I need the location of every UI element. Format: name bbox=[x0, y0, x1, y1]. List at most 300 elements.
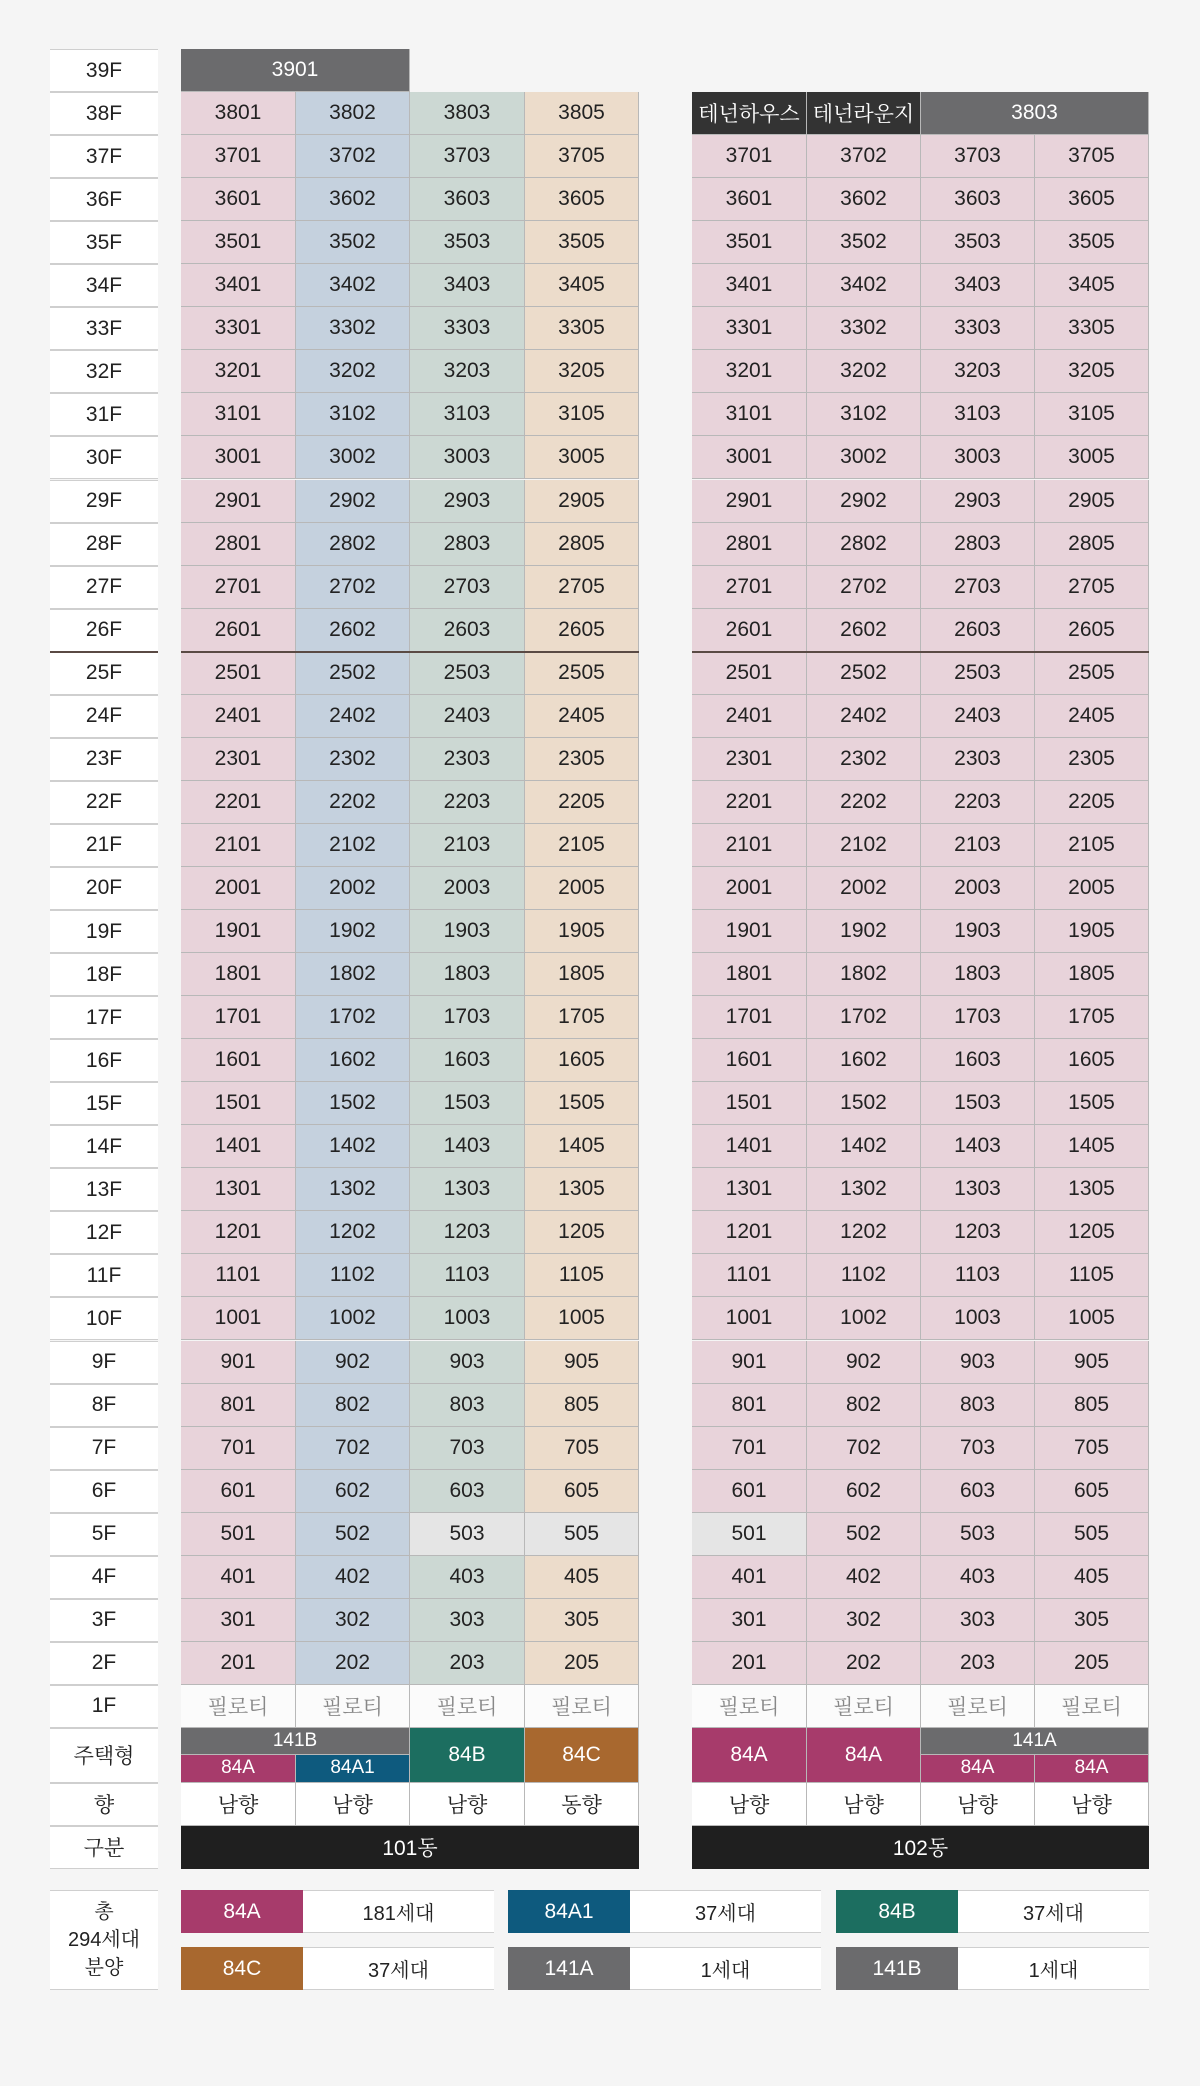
summary-type-84A: 84A bbox=[181, 1890, 303, 1933]
unit-cell: 1601 bbox=[692, 1039, 807, 1082]
direction-cell: 남향 bbox=[296, 1783, 410, 1826]
unit-cell: 1305 bbox=[525, 1168, 639, 1211]
unit-cell: 1401 bbox=[692, 1125, 807, 1168]
unit-cell: 302 bbox=[807, 1599, 921, 1642]
unit-cell: 3003 bbox=[921, 436, 1035, 479]
unit-cell: 1402 bbox=[296, 1125, 410, 1168]
unit-cell: 2501 bbox=[692, 652, 807, 695]
floor-label: 27F bbox=[50, 566, 158, 609]
unit-cell: 905 bbox=[1035, 1341, 1149, 1384]
unit-cell: 1702 bbox=[807, 996, 921, 1039]
unit-cell: 1201 bbox=[692, 1211, 807, 1254]
unit-cell: 1303 bbox=[410, 1168, 525, 1211]
unit-cell: 1101 bbox=[181, 1254, 296, 1297]
unit-cell: 1901 bbox=[692, 910, 807, 953]
unit-cell: 2602 bbox=[807, 609, 921, 652]
unit-cell: 2801 bbox=[692, 523, 807, 566]
unit-cell: 903 bbox=[921, 1341, 1035, 1384]
unit-cell: 1103 bbox=[921, 1254, 1035, 1297]
unit-cell: 2002 bbox=[807, 867, 921, 910]
unit-cell: 501 bbox=[692, 1513, 807, 1556]
unit-cell: 2903 bbox=[410, 480, 525, 523]
unit-cell: 3705 bbox=[525, 135, 639, 178]
floor-label: 1F bbox=[50, 1685, 158, 1728]
unit-cell: 1203 bbox=[410, 1211, 525, 1254]
unit-cell: 2603 bbox=[921, 609, 1035, 652]
unit-cell: 1902 bbox=[807, 910, 921, 953]
unit-cell: 1603 bbox=[921, 1039, 1035, 1082]
unit-cell: 2805 bbox=[1035, 523, 1149, 566]
unit-cell: 301 bbox=[181, 1599, 296, 1642]
unit-cell: 1001 bbox=[692, 1297, 807, 1340]
floor-label: 21F bbox=[50, 824, 158, 867]
unit-cell: 1101 bbox=[692, 1254, 807, 1297]
unit-cell: 602 bbox=[807, 1470, 921, 1513]
unit-cell: 602 bbox=[296, 1470, 410, 1513]
direction-cell: 남향 bbox=[921, 1783, 1035, 1826]
unit-cell: 405 bbox=[1035, 1556, 1149, 1599]
unit-cell: 1005 bbox=[1035, 1297, 1149, 1340]
unit-cell: 902 bbox=[296, 1341, 410, 1384]
unit-cell: 605 bbox=[525, 1470, 639, 1513]
unit-cell: 3503 bbox=[921, 221, 1035, 264]
unit-cell: 3105 bbox=[525, 393, 639, 436]
unit-cell: 403 bbox=[921, 1556, 1035, 1599]
floor-label: 34F bbox=[50, 264, 158, 307]
unit-cell: 3302 bbox=[296, 307, 410, 350]
unit-cell: 2105 bbox=[1035, 824, 1149, 867]
unit-cell: 3603 bbox=[921, 178, 1035, 221]
unit-cell: 2301 bbox=[181, 738, 296, 781]
unit-cell: 2001 bbox=[692, 867, 807, 910]
type-84A: 84A bbox=[921, 1755, 1035, 1783]
unit-cell: 801 bbox=[181, 1384, 296, 1427]
floor-label: 30F bbox=[50, 436, 158, 479]
unit-cell: 603 bbox=[410, 1470, 525, 1513]
direction-cell: 남향 bbox=[410, 1783, 525, 1826]
unit-cell: 502 bbox=[807, 1513, 921, 1556]
unit-cell: 2201 bbox=[692, 781, 807, 824]
unit-cell: 3402 bbox=[296, 264, 410, 307]
unit-cell: 601 bbox=[181, 1470, 296, 1513]
unit-cell: 1601 bbox=[181, 1039, 296, 1082]
unit-cell: 503 bbox=[921, 1513, 1035, 1556]
unit-cell: 3102 bbox=[807, 393, 921, 436]
unit-cell: 501 bbox=[181, 1513, 296, 1556]
unit-cell: 505 bbox=[1035, 1513, 1149, 1556]
unit-cell: 3501 bbox=[692, 221, 807, 264]
unit-cell: 3605 bbox=[1035, 178, 1149, 221]
unit-cell: 1805 bbox=[525, 953, 639, 996]
unit-cell: 203 bbox=[410, 1642, 525, 1685]
unit-cell: 2901 bbox=[181, 480, 296, 523]
floor-label: 17F bbox=[50, 996, 158, 1039]
pilotis-cell: 필로티 bbox=[692, 1685, 807, 1728]
floor-label: 20F bbox=[50, 867, 158, 910]
floor-label: 39F bbox=[50, 49, 158, 92]
unit-cell: 2801 bbox=[181, 523, 296, 566]
unit-cell: 2201 bbox=[181, 781, 296, 824]
unit-cell: 3603 bbox=[410, 178, 525, 221]
unit-cell: 3205 bbox=[1035, 350, 1149, 393]
unit-cell: 3401 bbox=[181, 264, 296, 307]
unit-cell: 2203 bbox=[921, 781, 1035, 824]
unit-cell: 901 bbox=[181, 1341, 296, 1384]
unit-cell: 2505 bbox=[525, 652, 639, 695]
unit-cell: 3305 bbox=[525, 307, 639, 350]
summary-count: 1세대 bbox=[630, 1947, 821, 1990]
unit-cell: 601 bbox=[692, 1470, 807, 1513]
unit-cell: 1103 bbox=[410, 1254, 525, 1297]
unit-cell: 1003 bbox=[410, 1297, 525, 1340]
unit-cell: 3703 bbox=[410, 135, 525, 178]
unit-cell: 3005 bbox=[1035, 436, 1149, 479]
unit-cell: 3401 bbox=[692, 264, 807, 307]
summary-total-line: 294세대 bbox=[67, 1929, 140, 1951]
unit-cell: 2803 bbox=[921, 523, 1035, 566]
unit-cell: 1403 bbox=[410, 1125, 525, 1168]
floor-divider bbox=[50, 651, 158, 653]
floor-divider bbox=[692, 651, 1149, 653]
unit-cell: 1102 bbox=[807, 1254, 921, 1297]
unit-cell: 701 bbox=[181, 1427, 296, 1470]
unit-cell: 3503 bbox=[410, 221, 525, 264]
unit-cell: 1403 bbox=[921, 1125, 1035, 1168]
unit-cell: 2505 bbox=[1035, 652, 1149, 695]
unit-cell: 705 bbox=[525, 1427, 639, 1470]
floor-label: 37F bbox=[50, 135, 158, 178]
unit-cell: 3505 bbox=[525, 221, 639, 264]
unit-cell: 3202 bbox=[296, 350, 410, 393]
type-84A: 84A bbox=[807, 1728, 921, 1783]
unit-cell: 1902 bbox=[296, 910, 410, 953]
unit-cell: 205 bbox=[1035, 1642, 1149, 1685]
unit-cell: 702 bbox=[296, 1427, 410, 1470]
summary-type-84A1: 84A1 bbox=[508, 1890, 630, 1933]
unit-cell: 1903 bbox=[921, 910, 1035, 953]
unit-cell: 1202 bbox=[807, 1211, 921, 1254]
row-label-division: 구분 bbox=[50, 1826, 158, 1869]
type-141A: 141A bbox=[921, 1728, 1149, 1755]
unit-cell: 3703 bbox=[921, 135, 1035, 178]
unit-cell: 3001 bbox=[181, 436, 296, 479]
unit-cell: 702 bbox=[807, 1427, 921, 1470]
floor-label: 9F bbox=[50, 1341, 158, 1384]
unit-cell: 805 bbox=[1035, 1384, 1149, 1427]
unit-cell: 1203 bbox=[921, 1211, 1035, 1254]
unit-cell: 803 bbox=[921, 1384, 1035, 1427]
unit-cell: 3403 bbox=[921, 264, 1035, 307]
tenant-house-label: 테넌하우스 bbox=[692, 92, 807, 135]
unit-cell: 3705 bbox=[1035, 135, 1149, 178]
unit-cell: 1803 bbox=[410, 953, 525, 996]
unit-cell: 805 bbox=[525, 1384, 639, 1427]
unit-cell: 3801 bbox=[181, 92, 296, 135]
floor-label: 18F bbox=[50, 953, 158, 996]
pilotis-cell: 필로티 bbox=[921, 1685, 1035, 1728]
unit-cell: 505 bbox=[525, 1513, 639, 1556]
unit-cell: 302 bbox=[296, 1599, 410, 1642]
unit-cell: 1801 bbox=[181, 953, 296, 996]
type-84A: 84A bbox=[1035, 1755, 1149, 1783]
unit-cell: 2202 bbox=[807, 781, 921, 824]
unit-cell: 2502 bbox=[296, 652, 410, 695]
unit-cell: 2602 bbox=[296, 609, 410, 652]
unit-cell: 3402 bbox=[807, 264, 921, 307]
floor-label: 33F bbox=[50, 307, 158, 350]
unit-cell: 3201 bbox=[692, 350, 807, 393]
unit-cell: 2205 bbox=[1035, 781, 1149, 824]
unit-cell: 1801 bbox=[692, 953, 807, 996]
unit-cell: 1102 bbox=[296, 1254, 410, 1297]
unit-cell: 1401 bbox=[181, 1125, 296, 1168]
unit-cell: 3203 bbox=[410, 350, 525, 393]
type-84B: 84B bbox=[410, 1728, 525, 1783]
floor-label: 24F bbox=[50, 695, 158, 738]
unit-cell: 1301 bbox=[181, 1168, 296, 1211]
unit-cell: 1703 bbox=[921, 996, 1035, 1039]
pilotis-cell: 필로티 bbox=[181, 1685, 296, 1728]
unit-cell: 2205 bbox=[525, 781, 639, 824]
unit-cell: 3701 bbox=[181, 135, 296, 178]
unit-cell: 3601 bbox=[692, 178, 807, 221]
type-84C: 84C bbox=[525, 1728, 639, 1783]
type-84A: 84A bbox=[181, 1755, 296, 1783]
unit-cell: 303 bbox=[921, 1599, 1035, 1642]
unit-cell: 3301 bbox=[692, 307, 807, 350]
unit-cell: 2001 bbox=[181, 867, 296, 910]
summary-total-line: 총 bbox=[94, 1901, 114, 1923]
unit-cell: 1001 bbox=[181, 1297, 296, 1340]
floor-divider bbox=[181, 651, 639, 653]
unit-cell: 1002 bbox=[296, 1297, 410, 1340]
floor-label: 36F bbox=[50, 178, 158, 221]
floor-label: 2F bbox=[50, 1642, 158, 1685]
unit-cell: 1005 bbox=[525, 1297, 639, 1340]
unit-cell: 2102 bbox=[296, 824, 410, 867]
pilotis-cell: 필로티 bbox=[296, 1685, 410, 1728]
unit-cell: 2701 bbox=[181, 566, 296, 609]
unit-cell: 1602 bbox=[296, 1039, 410, 1082]
unit-cell: 2503 bbox=[921, 652, 1035, 695]
floor-label: 5F bbox=[50, 1513, 158, 1556]
row-label-type: 주택형 bbox=[50, 1728, 158, 1783]
summary-total bbox=[50, 1890, 158, 1990]
unit-cell: 1705 bbox=[1035, 996, 1149, 1039]
unit-cell: 401 bbox=[181, 1556, 296, 1599]
unit-cell: 2601 bbox=[181, 609, 296, 652]
floor-label: 8F bbox=[50, 1384, 158, 1427]
floor-label: 31F bbox=[50, 393, 158, 436]
direction-cell: 동향 bbox=[525, 1783, 639, 1826]
unit-cell: 2703 bbox=[410, 566, 525, 609]
unit-cell: 2403 bbox=[410, 695, 525, 738]
unit-cell: 3002 bbox=[296, 436, 410, 479]
unit-cell: 201 bbox=[692, 1642, 807, 1685]
unit-cell: 1301 bbox=[692, 1168, 807, 1211]
floor-label: 38F bbox=[50, 92, 158, 135]
floor-label: 4F bbox=[50, 1556, 158, 1599]
unit-cell: 2902 bbox=[296, 480, 410, 523]
unit-cell: 2402 bbox=[807, 695, 921, 738]
unit-cell: 2705 bbox=[1035, 566, 1149, 609]
unit-cell: 802 bbox=[807, 1384, 921, 1427]
summary-count: 37세대 bbox=[630, 1890, 821, 1933]
floor-label: 3F bbox=[50, 1599, 158, 1642]
floor-label: 16F bbox=[50, 1039, 158, 1082]
unit-cell: 801 bbox=[692, 1384, 807, 1427]
floor-label: 15F bbox=[50, 1082, 158, 1125]
floor-label: 28F bbox=[50, 523, 158, 566]
unit-cell: 3301 bbox=[181, 307, 296, 350]
direction-cell: 남향 bbox=[692, 1783, 807, 1826]
type-141B: 141B bbox=[181, 1728, 410, 1755]
unit-cell: 2403 bbox=[921, 695, 1035, 738]
unit-cell: 3505 bbox=[1035, 221, 1149, 264]
unit-cell: 3302 bbox=[807, 307, 921, 350]
unit-cell: 703 bbox=[921, 1427, 1035, 1470]
penthouse-unit-102: 3803 bbox=[921, 92, 1149, 135]
unit-cell: 1205 bbox=[1035, 1211, 1149, 1254]
unit-cell: 405 bbox=[525, 1556, 639, 1599]
floor-label: 23F bbox=[50, 738, 158, 781]
unit-cell: 1303 bbox=[921, 1168, 1035, 1211]
summary-count: 1세대 bbox=[958, 1947, 1149, 1990]
summary-count: 181세대 bbox=[303, 1890, 494, 1933]
unit-cell: 2503 bbox=[410, 652, 525, 695]
unit-cell: 1202 bbox=[296, 1211, 410, 1254]
unit-cell: 1905 bbox=[1035, 910, 1149, 953]
pilotis-cell: 필로티 bbox=[525, 1685, 639, 1728]
unit-cell: 1505 bbox=[525, 1082, 639, 1125]
unit-cell: 1503 bbox=[921, 1082, 1035, 1125]
unit-cell: 2103 bbox=[921, 824, 1035, 867]
unit-cell: 701 bbox=[692, 1427, 807, 1470]
unit-cell: 905 bbox=[525, 1341, 639, 1384]
unit-cell: 3405 bbox=[525, 264, 639, 307]
unit-cell: 1205 bbox=[525, 1211, 639, 1254]
unit-cell: 1805 bbox=[1035, 953, 1149, 996]
unit-cell: 303 bbox=[410, 1599, 525, 1642]
floor-label: 25F bbox=[50, 652, 158, 695]
floor-label: 7F bbox=[50, 1427, 158, 1470]
unit-cell: 2905 bbox=[525, 480, 639, 523]
row-label-direction: 향 bbox=[50, 1783, 158, 1826]
unit-cell: 3702 bbox=[807, 135, 921, 178]
unit-cell: 3405 bbox=[1035, 264, 1149, 307]
unit-cell: 2405 bbox=[1035, 695, 1149, 738]
unit-cell: 403 bbox=[410, 1556, 525, 1599]
unit-cell: 3003 bbox=[410, 436, 525, 479]
unit-cell: 1903 bbox=[410, 910, 525, 953]
unit-cell: 301 bbox=[692, 1599, 807, 1642]
unit-cell: 2303 bbox=[410, 738, 525, 781]
unit-cell: 2305 bbox=[525, 738, 639, 781]
unit-cell: 1201 bbox=[181, 1211, 296, 1254]
unit-cell: 3502 bbox=[807, 221, 921, 264]
unit-cell: 2102 bbox=[807, 824, 921, 867]
unit-cell: 2702 bbox=[296, 566, 410, 609]
unit-cell: 2902 bbox=[807, 480, 921, 523]
floor-label: 12F bbox=[50, 1211, 158, 1254]
unit-cell: 1701 bbox=[181, 996, 296, 1039]
unit-cell: 2603 bbox=[410, 609, 525, 652]
type-84A: 84A bbox=[692, 1728, 807, 1783]
unit-cell: 3103 bbox=[410, 393, 525, 436]
unit-cell: 2803 bbox=[410, 523, 525, 566]
unit-cell: 1802 bbox=[807, 953, 921, 996]
unit-cell: 305 bbox=[1035, 1599, 1149, 1642]
unit-cell: 2405 bbox=[525, 695, 639, 738]
summary-count: 37세대 bbox=[303, 1947, 494, 1990]
unit-cell: 2105 bbox=[525, 824, 639, 867]
unit-cell: 2002 bbox=[296, 867, 410, 910]
unit-cell: 201 bbox=[181, 1642, 296, 1685]
summary-type-141A: 141A bbox=[508, 1947, 630, 1990]
summary-total-line: 분양 bbox=[84, 1957, 124, 1979]
pilotis-cell: 필로티 bbox=[410, 1685, 525, 1728]
unit-cell: 2705 bbox=[525, 566, 639, 609]
penthouse-unit: 3901 bbox=[181, 49, 410, 92]
unit-cell: 1302 bbox=[296, 1168, 410, 1211]
unit-cell: 1402 bbox=[807, 1125, 921, 1168]
unit-cell: 2401 bbox=[181, 695, 296, 738]
unit-cell: 1405 bbox=[525, 1125, 639, 1168]
unit-cell: 3001 bbox=[692, 436, 807, 479]
pilotis-cell: 필로티 bbox=[807, 1685, 921, 1728]
unit-cell: 3702 bbox=[296, 135, 410, 178]
unit-cell: 1703 bbox=[410, 996, 525, 1039]
unit-cell: 1501 bbox=[692, 1082, 807, 1125]
unit-cell: 1603 bbox=[410, 1039, 525, 1082]
unit-cell: 3501 bbox=[181, 221, 296, 264]
unit-cell: 1501 bbox=[181, 1082, 296, 1125]
unit-cell: 402 bbox=[296, 1556, 410, 1599]
unit-cell: 3201 bbox=[181, 350, 296, 393]
unit-cell: 2003 bbox=[921, 867, 1035, 910]
unit-cell: 3002 bbox=[807, 436, 921, 479]
unit-cell: 2101 bbox=[181, 824, 296, 867]
unit-cell: 703 bbox=[410, 1427, 525, 1470]
unit-cell: 1702 bbox=[296, 996, 410, 1039]
unit-cell: 402 bbox=[807, 1556, 921, 1599]
unit-cell: 2901 bbox=[692, 480, 807, 523]
unit-cell: 1502 bbox=[296, 1082, 410, 1125]
building-name-102: 102동 bbox=[692, 1826, 1149, 1869]
unit-cell: 802 bbox=[296, 1384, 410, 1427]
unit-cell: 3103 bbox=[921, 393, 1035, 436]
pilotis-cell: 필로티 bbox=[1035, 1685, 1149, 1728]
unit-cell: 705 bbox=[1035, 1427, 1149, 1470]
unit-cell: 3701 bbox=[692, 135, 807, 178]
unit-cell: 2103 bbox=[410, 824, 525, 867]
summary-count: 37세대 bbox=[958, 1890, 1149, 1933]
unit-cell: 901 bbox=[692, 1341, 807, 1384]
floor-label: 29F bbox=[50, 480, 158, 523]
unit-cell: 2101 bbox=[692, 824, 807, 867]
unit-cell: 603 bbox=[921, 1470, 1035, 1513]
unit-cell: 3602 bbox=[807, 178, 921, 221]
summary-type-141B: 141B bbox=[836, 1947, 958, 1990]
unit-cell: 3605 bbox=[525, 178, 639, 221]
unit-cell: 3203 bbox=[921, 350, 1035, 393]
unit-cell: 3805 bbox=[525, 92, 639, 135]
unit-cell: 3105 bbox=[1035, 393, 1149, 436]
unit-cell: 1302 bbox=[807, 1168, 921, 1211]
unit-cell: 2301 bbox=[692, 738, 807, 781]
unit-cell: 2601 bbox=[692, 609, 807, 652]
unit-cell: 503 bbox=[410, 1513, 525, 1556]
